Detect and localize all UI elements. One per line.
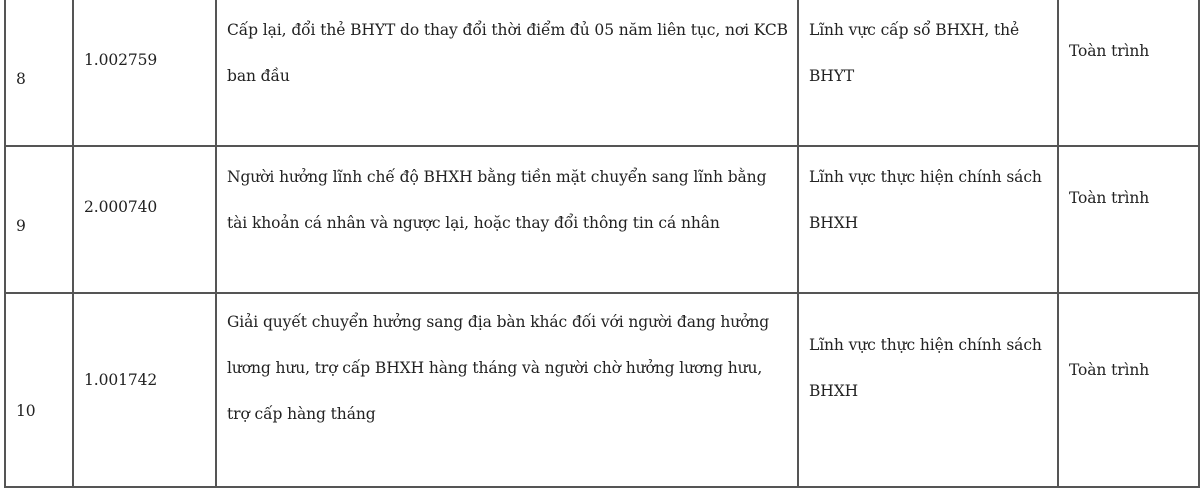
- procedure-code-cell: [73, 293, 216, 487]
- service-level-cell: [1058, 293, 1199, 487]
- procedure-code-cell: [73, 0, 216, 146]
- row-number-cell: [5, 0, 73, 146]
- procedure-field-cell: [798, 0, 1058, 146]
- service-level: Toàn trình: [1069, 42, 1150, 60]
- procedure-name-cell: [216, 293, 798, 487]
- service-level: Toàn trình: [1069, 189, 1150, 207]
- service-level-cell: [1058, 0, 1199, 146]
- table-row: [5, 293, 1199, 487]
- procedure-name: Cấp lại, đổi thẻ BHYT do thay đổi thời điểm đủ 05 năm liên tục, nơi KCB ban đầu: [227, 20, 788, 85]
- procedure-field-cell: [798, 293, 1058, 487]
- row-number: 9: [16, 217, 26, 235]
- procedure-code: 1.002759: [84, 51, 158, 69]
- procedures-table: [4, 0, 1200, 488]
- table-row: [5, 146, 1199, 293]
- table-row: [5, 0, 1199, 146]
- procedure-code: 2.000740: [84, 198, 158, 216]
- procedure-name: Người hưởng lĩnh chế độ BHXH bằng tiền mặt chuyển sang lĩnh bằng tài khoản cá nhân và ngược lại, hoặc thay đổi thông tin cá nhân: [227, 167, 767, 232]
- row-number: 10: [16, 401, 36, 420]
- procedure-field-cell: [798, 146, 1058, 293]
- service-level-cell: [1058, 146, 1199, 293]
- row-number-cell: [5, 146, 73, 293]
- procedure-code: 1.001742: [84, 370, 158, 389]
- procedure-field: Lĩnh vực thực hiện chính sách BHXH: [809, 336, 1042, 400]
- procedure-field: Lĩnh vực thực hiện chính sách BHXH: [809, 167, 1042, 232]
- row-number-cell: [5, 293, 73, 487]
- procedure-name-cell: [216, 0, 798, 146]
- service-level: Toàn trình: [1069, 360, 1150, 379]
- procedure-name-cell: [216, 146, 798, 293]
- procedure-field: Lĩnh vực cấp sổ BHXH, thẻ BHYT: [809, 20, 1020, 85]
- row-number: 8: [16, 70, 26, 88]
- procedure-code-cell: [73, 146, 216, 293]
- procedures-table-container: [4, 0, 1198, 488]
- procedure-name: Giải quyết chuyển hưởng sang địa bàn khác đối với người đang hưởng lương hưu, trợ cấp BHXH hàng tháng và người chờ hưởng lương hưu, trợ cấp hàng tháng: [227, 313, 770, 423]
